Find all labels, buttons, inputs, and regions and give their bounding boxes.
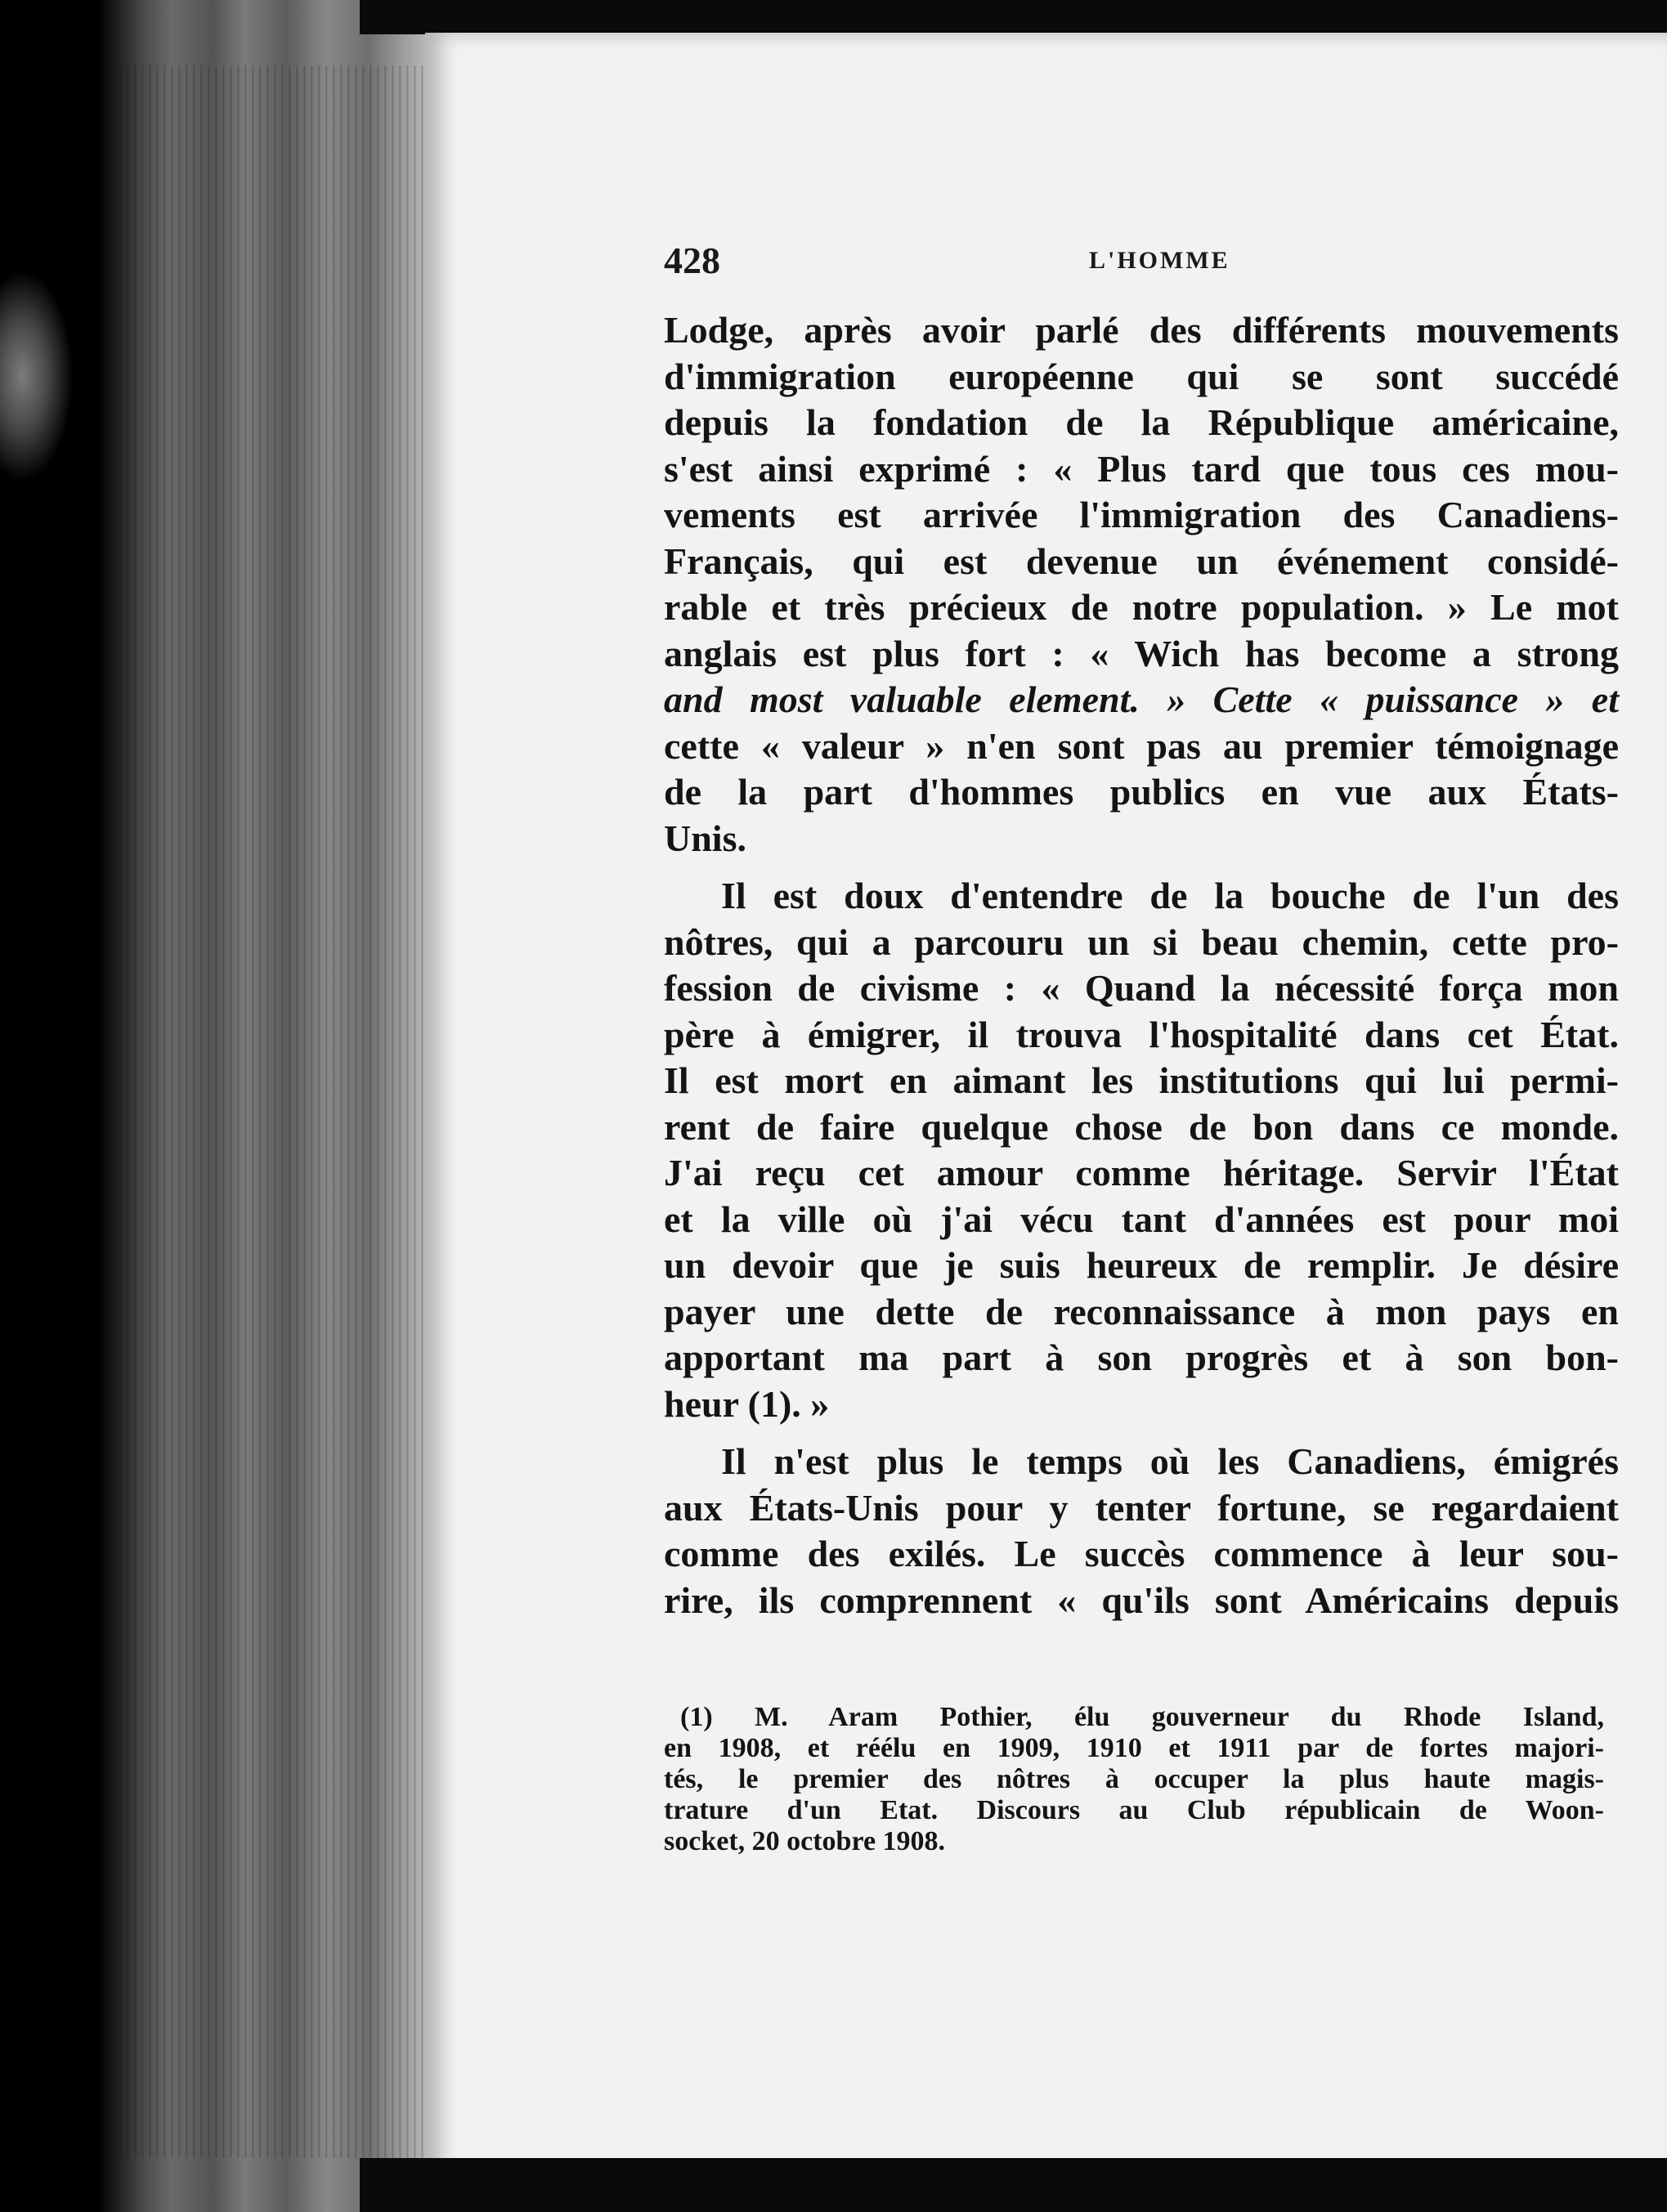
text-line: vements est arrivée l'immigration des Canadiens- [664,494,1619,535]
text-line: and most valuable element. » Cette « puissance » et [664,678,1619,720]
spine-texture [114,65,425,2158]
paragraph-2 [664,873,1619,1427]
text-line: de la part d'hommes publics en vue aux États- [664,771,1619,813]
text-line: Lodge, après avoir parlé des différents mouvements [664,309,1619,351]
text-line: rable et très précieux de notre population. » Le mot [664,586,1619,628]
text-line: heur (1). » [664,1382,830,1425]
footnote-line: socket, 20 octobre 1908. [664,1826,946,1856]
text-line: aux États-Unis pour y tenter fortune, se regardaient [664,1486,1619,1529]
text-line: rire, ils comprennent « qu'ils sont Américains depuis [664,1578,1619,1621]
text-line: rent de faire quelque chose de bon dans ce monde. [664,1105,1619,1148]
text-line: payer une dette de reconnaissance à mon pays en [664,1290,1619,1332]
page-number: 428 [664,240,720,281]
running-head [664,239,1619,288]
text-line: nôtres, qui a parcouru un si beau chemin, cette pro- [664,920,1619,963]
paragraph-3 [664,1439,1619,1623]
footnote-line: (1) M. Aram Pothier, élu gouverneur du Rhode Island, [680,1702,1604,1732]
footnote [664,1702,1604,1857]
text-line: comme des exilés. Le succès commence à leur sou- [664,1533,1619,1574]
text-line: d'immigration européenne qui se sont succédé [664,355,1619,397]
text-line: et la ville où j'ai vécu tant d'années est pour moi [664,1198,1619,1240]
text-line: anglais est plus fort : « Wich has become a strong [664,632,1619,674]
text-line: Il est mort en aimant les institutions qui lui permi- [664,1059,1619,1101]
footnote-line: tés, le premier des nôtres à occuper la plus haute magis- [664,1764,1604,1794]
page-corner-scrap [0,270,74,482]
text-line: fession de civisme : « Quand la nécessité força mon [664,967,1619,1009]
text-line: père à émigrer, il trouva l'hospitalité dans cet État. [664,1013,1619,1055]
text-line: Unis. [664,817,746,859]
text-line: Il est doux d'entendre de la bouche de l'un des [721,875,1619,916]
body-text [664,307,1619,1623]
top-shadow [360,0,1667,34]
text-line: cette « valeur » n'en sont pas au premier témoignage [664,724,1619,767]
footnote-line: trature d'un Etat. Discours au Club républicain de Woon- [664,1795,1604,1825]
text-line: Français, qui est devenue un événement considé- [664,540,1619,582]
text-line: depuis la fondation de la République américaine, [664,401,1619,443]
text-line: apportant ma part à son progrès et à son bon- [664,1337,1619,1378]
paragraph-1 [664,307,1619,862]
bottom-shadow [360,2158,1667,2212]
text-line: Il n'est plus le temps où les Canadiens, émigrés [721,1440,1619,1482]
running-title: L'HOMME [1089,247,1230,274]
text-line: s'est ainsi exprimé : « Plus tard que tous ces mou- [664,447,1619,490]
footnote-line: en 1908, et réélu en 1909, 1910 et 1911 par de fortes majori- [664,1733,1604,1763]
text-line: J'ai reçu cet amour comme héritage. Servir l'État [664,1152,1619,1193]
text-line: un devoir que je suis heureux de remplir. Je désire [664,1244,1619,1286]
